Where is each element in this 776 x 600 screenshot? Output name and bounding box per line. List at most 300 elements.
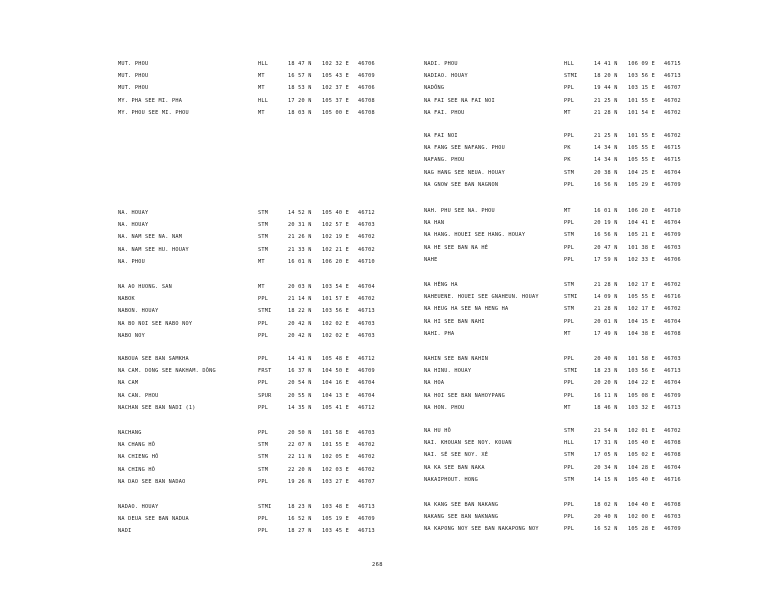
place-name: NA HOA	[424, 380, 445, 387]
latitude: 14 15 N	[594, 476, 618, 483]
feature-type: STM	[258, 442, 269, 449]
feature-type: STMI	[258, 308, 272, 315]
entry-group	[118, 427, 418, 488]
place-name: NAKAIPHOUT. HONG	[424, 476, 478, 483]
map-code: 46704	[664, 380, 681, 387]
latitude: 16 52 N	[594, 526, 618, 533]
place-name: NAHE	[424, 256, 438, 263]
gazetteer-entry	[424, 167, 724, 179]
latitude: 14 34 N	[594, 145, 618, 152]
gazetteer-entry	[424, 95, 724, 107]
place-name: NABOK	[118, 296, 135, 303]
gazetteer-entry	[424, 462, 724, 474]
longitude: 102 33 E	[628, 256, 655, 263]
map-code: 46712	[358, 210, 375, 216]
gazetteer-entry	[118, 95, 418, 107]
feature-type: STM	[564, 306, 575, 313]
place-name: NA HI SEE BAN NAHI	[424, 318, 485, 325]
longitude: 102 17 E	[628, 306, 655, 313]
latitude: 22 20 N	[288, 466, 312, 473]
feature-type: MT	[564, 208, 571, 214]
gazetteer-entry	[424, 353, 724, 365]
feature-type: PPL	[564, 97, 575, 104]
gazetteer-entry	[118, 207, 418, 219]
longitude: 102 00 E	[628, 514, 655, 521]
gazetteer-entry	[118, 70, 418, 82]
longitude: 105 48 E	[322, 356, 349, 362]
latitude: 16 01 N	[288, 258, 312, 265]
place-name: NA BO NOI SEE NABO NOY	[118, 320, 193, 327]
latitude: 20 34 N	[594, 464, 618, 471]
entry-group	[424, 130, 724, 191]
longitude: 101 58 E	[322, 430, 349, 436]
place-name: NA HE SEE BAN NA HÉ	[424, 244, 489, 251]
gazetteer-entry	[118, 476, 418, 488]
map-code: 46712	[358, 356, 375, 362]
map-code: 46706	[664, 256, 681, 263]
place-name: NA KA SEE BAN NAKA	[424, 464, 485, 471]
map-code: 46709	[664, 526, 681, 533]
longitude: 101 38 E	[628, 244, 655, 251]
gazetteer-entry	[424, 511, 724, 523]
longitude: 104 15 E	[628, 318, 655, 325]
map-code: 46702	[664, 109, 681, 116]
place-name: NA CHANG HÔ	[118, 442, 156, 449]
map-code: 46706	[358, 61, 375, 67]
entry-group	[118, 353, 418, 414]
longitude: 106 20 E	[322, 258, 349, 265]
place-name: NA. PHOU	[118, 258, 145, 265]
map-code: 46716	[664, 294, 681, 301]
longitude: 105 55 E	[628, 145, 655, 152]
latitude: 17 31 N	[594, 440, 618, 447]
longitude: 105 19 E	[322, 516, 349, 523]
feature-type: MT	[258, 109, 265, 116]
gazetteer-entry	[424, 365, 724, 377]
feature-type: PPL	[564, 244, 575, 251]
place-name: NABO NOY	[118, 332, 145, 339]
entry-group	[118, 281, 418, 342]
feature-type: HLL	[564, 440, 575, 447]
feature-type: STMI	[564, 73, 578, 80]
latitude: 21 25 N	[594, 133, 618, 139]
map-code: 46713	[664, 368, 681, 375]
place-name: NADÔNG	[424, 85, 445, 92]
feature-type: STM	[258, 466, 269, 473]
latitude: 20 20 N	[594, 380, 618, 387]
longitude: 101 57 E	[322, 296, 349, 303]
place-name: NA HU HÔ	[424, 428, 451, 434]
latitude: 18 27 N	[288, 528, 312, 535]
entry-group	[118, 207, 418, 268]
map-code: 46713	[358, 504, 375, 510]
feature-type: MT	[564, 109, 571, 116]
map-code: 46704	[358, 284, 375, 290]
map-code: 46703	[358, 430, 375, 436]
place-name: NACHANG	[118, 430, 142, 436]
gazetteer-entry	[118, 58, 418, 70]
feature-type: STM	[564, 476, 575, 483]
map-code: 46713	[664, 404, 681, 411]
latitude: 21 28 N	[594, 306, 618, 313]
gazetteer-entry	[424, 82, 724, 94]
longitude: 105 40 E	[628, 440, 655, 447]
latitude: 16 01 N	[594, 208, 618, 214]
latitude: 21 26 N	[288, 234, 312, 241]
gazetteer-entry	[118, 439, 418, 451]
gazetteer-entry	[118, 451, 418, 463]
gazetteer-entry	[424, 449, 724, 461]
feature-type: PPL	[564, 256, 575, 263]
map-code: 46708	[664, 452, 681, 459]
longitude: 102 05 E	[322, 454, 349, 461]
map-code: 46708	[358, 97, 375, 104]
latitude: 14 34 N	[594, 157, 618, 164]
feature-type: SPUR	[258, 392, 272, 399]
feature-type: PK	[564, 145, 571, 152]
longitude: 102 21 E	[322, 246, 349, 253]
place-name: NAHIN SEE BAN NAHIN	[424, 356, 489, 362]
gazetteer-entry	[424, 523, 724, 535]
latitude: 18 47 N	[288, 61, 312, 67]
latitude: 16 56 N	[594, 232, 618, 239]
longitude: 102 01 E	[628, 428, 655, 434]
place-name: NA HEUG HA SEE NA HENG HA	[424, 306, 509, 313]
latitude: 18 23 N	[594, 368, 618, 375]
map-code: 46715	[664, 145, 681, 152]
map-code: 46702	[358, 454, 375, 461]
gazetteer-entry	[424, 254, 724, 266]
longitude: 105 00 E	[322, 109, 349, 116]
gazetteer-entry	[118, 231, 418, 243]
gazetteer-entry	[424, 205, 724, 217]
latitude: 16 57 N	[288, 73, 312, 80]
longitude: 105 40 E	[628, 476, 655, 483]
longitude: 103 45 E	[322, 528, 349, 535]
feature-type: STM	[564, 452, 575, 459]
entry-group	[424, 205, 724, 266]
entry-group	[424, 353, 724, 414]
gazetteer-entry	[424, 474, 724, 486]
place-name: MY. PHOU SEE MI. PHOU	[118, 109, 189, 116]
map-code: 46713	[358, 308, 375, 315]
feature-type: HLL	[258, 61, 269, 67]
gazetteer-entry	[118, 377, 418, 389]
latitude: 21 28 N	[594, 282, 618, 288]
longitude: 105 55 E	[628, 294, 655, 301]
gazetteer-entry	[118, 365, 418, 377]
gazetteer-entry	[118, 501, 418, 513]
longitude: 106 20 E	[628, 208, 655, 214]
latitude: 20 50 N	[288, 430, 312, 436]
map-code: 46703	[358, 320, 375, 327]
gazetteer-entry	[424, 58, 724, 70]
map-code: 46702	[664, 306, 681, 313]
map-code: 46704	[664, 220, 681, 227]
latitude: 20 55 N	[288, 392, 312, 399]
gazetteer-entry	[424, 328, 724, 340]
place-name: NA CAM	[118, 380, 139, 387]
latitude: 14 52 N	[288, 210, 312, 216]
feature-type: MT	[564, 404, 571, 411]
feature-type: PPL	[564, 502, 575, 508]
map-code: 46703	[664, 514, 681, 521]
feature-type: PPL	[564, 318, 575, 325]
gazetteer-entry	[118, 427, 418, 439]
latitude: 19 44 N	[594, 85, 618, 92]
longitude: 103 32 E	[628, 404, 655, 411]
map-code: 46712	[358, 404, 375, 411]
entry-group	[118, 58, 418, 119]
feature-type: STMI	[564, 368, 578, 375]
latitude: 20 01 N	[594, 318, 618, 325]
latitude: 21 25 N	[594, 97, 618, 104]
map-code: 46710	[664, 208, 681, 214]
longitude: 106 09 E	[628, 61, 655, 67]
gazetteer-entry	[118, 219, 418, 231]
gazetteer-entry	[424, 242, 724, 254]
map-code: 46703	[358, 332, 375, 339]
gazetteer-entry	[424, 107, 724, 119]
longitude: 102 32 E	[322, 61, 349, 67]
map-code: 46708	[664, 330, 681, 337]
longitude: 104 16 E	[322, 380, 349, 387]
feature-type: PPL	[564, 181, 575, 188]
feature-type: PPL	[564, 392, 575, 399]
latitude: 17 20 N	[288, 97, 312, 104]
longitude: 104 40 E	[628, 502, 655, 508]
feature-type: STM	[258, 210, 269, 216]
longitude: 103 54 E	[322, 284, 349, 290]
latitude: 18 02 N	[594, 502, 618, 508]
latitude: 22 11 N	[288, 454, 312, 461]
gazetteer-entry	[424, 390, 724, 402]
feature-type: MT	[258, 258, 265, 265]
place-name: NAH. PHU SEE NA. PHOU	[424, 208, 495, 214]
feature-type: PPL	[564, 133, 575, 139]
map-code: 46704	[664, 318, 681, 325]
place-name: MUT. PHOU	[118, 85, 149, 92]
gazetteer-entry	[424, 217, 724, 229]
longitude: 101 58 E	[628, 356, 655, 362]
map-code: 46702	[664, 133, 681, 139]
place-name: NA AO HUONG. SAN	[118, 284, 172, 290]
place-name: NADI	[118, 528, 132, 535]
latitude: 14 41 N	[594, 61, 618, 67]
map-code: 46706	[358, 85, 375, 92]
gazetteer-entry	[118, 353, 418, 365]
map-code: 46703	[664, 356, 681, 362]
feature-type: MT	[564, 330, 571, 337]
feature-type: HLL	[564, 61, 575, 67]
feature-type: PPL	[258, 516, 269, 523]
place-name: NA HOI SEE BAN NAHOYPANG	[424, 392, 505, 399]
map-code: 46713	[358, 528, 375, 535]
place-name: NAHEUENE. HOUEI SEE GNAHEUN. HOUAY	[424, 294, 539, 301]
entry-group	[424, 425, 724, 486]
map-code: 46702	[358, 234, 375, 241]
gazetteer-entry	[118, 513, 418, 525]
place-name: NABOUA SEE BAN SAMKHA	[118, 356, 189, 362]
longitude: 101 54 E	[628, 109, 655, 116]
longitude: 103 27 E	[322, 478, 349, 485]
feature-type: STM	[564, 282, 575, 288]
map-code: 46709	[358, 73, 375, 80]
map-code: 46707	[664, 85, 681, 92]
place-name: NA FAI NOI	[424, 133, 458, 139]
latitude: 20 38 N	[594, 169, 618, 176]
gazetteer-entry	[424, 377, 724, 389]
latitude: 18 03 N	[288, 109, 312, 116]
feature-type: PPL	[258, 478, 269, 485]
gazetteer-entry	[118, 390, 418, 402]
longitude: 105 21 E	[628, 232, 655, 239]
feature-type: PPL	[564, 526, 575, 533]
place-name: NABON. HOUAY	[118, 308, 159, 315]
map-code: 46715	[664, 61, 681, 67]
gazetteer-entry	[424, 499, 724, 511]
map-code: 46704	[358, 380, 375, 387]
place-name: MY. PHA SEE MI. PHA	[118, 97, 183, 104]
place-name: NA CAM. DONG SEE NAKHAM. DÔNG	[118, 368, 216, 375]
place-name: NADI. PHOU	[424, 61, 458, 67]
place-name: NA FAI. PHOU	[424, 109, 465, 116]
longitude: 104 38 E	[628, 330, 655, 337]
latitude: 20 47 N	[594, 244, 618, 251]
place-name: NA KAPONG NOY SEE BAN NAKAPONG NOY	[424, 526, 539, 533]
feature-type: PPL	[564, 514, 575, 521]
latitude: 20 31 N	[288, 222, 312, 229]
longitude: 103 56 E	[628, 73, 655, 80]
feature-type: MT	[258, 73, 265, 80]
gazetteer-entry	[424, 70, 724, 82]
place-name: NA. NAM SEE HU. HOUAY	[118, 246, 189, 253]
map-code: 46702	[358, 246, 375, 253]
latitude: 19 26 N	[288, 478, 312, 485]
place-name: NAHI. PHA	[424, 330, 455, 337]
place-name: NA FANG SEE NAFANG. PHOU	[424, 145, 505, 152]
gazetteer-entry	[118, 330, 418, 342]
feature-type: PPL	[258, 332, 269, 339]
longitude: 104 25 E	[628, 169, 655, 176]
latitude: 17 05 N	[594, 452, 618, 459]
feature-type: PPL	[258, 430, 269, 436]
place-name: MUT. PHOU	[118, 61, 149, 67]
latitude: 18 22 N	[288, 308, 312, 315]
latitude: 17 59 N	[594, 256, 618, 263]
place-name: NA FAI SEE NA FAI NOI	[424, 97, 495, 104]
place-name: NA. HOUAY	[118, 210, 149, 216]
map-code: 46703	[358, 222, 375, 229]
map-code: 46716	[664, 476, 681, 483]
feature-type: STMI	[564, 294, 578, 301]
feature-type: PPL	[258, 356, 269, 362]
latitude: 18 46 N	[594, 404, 618, 411]
map-code: 46702	[664, 282, 681, 288]
place-name: NA. HOUAY	[118, 222, 149, 229]
longitude: 105 41 E	[322, 404, 349, 411]
latitude: 20 40 N	[594, 356, 618, 362]
longitude: 103 56 E	[628, 368, 655, 375]
longitude: 102 37 E	[322, 85, 349, 92]
latitude: 16 11 N	[594, 392, 618, 399]
feature-type: STM	[258, 454, 269, 461]
gazetteer-entry	[118, 82, 418, 94]
longitude: 101 55 E	[322, 442, 349, 449]
feature-type: STM	[564, 169, 575, 176]
gazetteer-entry	[424, 402, 724, 414]
map-code: 46702	[358, 466, 375, 473]
map-code: 46710	[358, 258, 375, 265]
map-code: 46704	[664, 464, 681, 471]
gazetteer-entry	[118, 318, 418, 330]
feature-type: PPL	[564, 380, 575, 387]
place-name: NA DEUA SEE BAN NADUA	[118, 516, 189, 523]
map-code: 46709	[664, 181, 681, 188]
latitude: 20 42 N	[288, 320, 312, 327]
place-name: NA HÈNG HA	[424, 282, 458, 288]
place-name: NA GNOW SEE BAN NAGNON	[424, 181, 499, 188]
latitude: 21 33 N	[288, 246, 312, 253]
longitude: 103 56 E	[322, 308, 349, 315]
longitude: 102 03 E	[322, 466, 349, 473]
feature-type: MT	[258, 85, 265, 92]
map-code: 46708	[358, 109, 375, 116]
feature-type: PPL	[258, 528, 269, 535]
map-code: 46703	[664, 244, 681, 251]
entry-group	[424, 58, 724, 119]
latitude: 14 09 N	[594, 294, 618, 301]
place-name: NA DAO SEE BAN NADAO	[118, 478, 186, 485]
longitude: 102 02 E	[322, 320, 349, 327]
feature-type: STM	[258, 246, 269, 253]
latitude: 20 19 N	[594, 220, 618, 227]
longitude: 101 55 E	[628, 97, 655, 104]
place-name: NA HAN	[424, 220, 445, 227]
longitude: 102 57 E	[322, 222, 349, 229]
place-name: NACHAN SEE BAN NADI (1)	[118, 404, 196, 411]
feature-type: PPL	[258, 320, 269, 327]
feature-type: PPL	[258, 296, 269, 303]
gazetteer-entry	[118, 525, 418, 537]
page-number: 268	[372, 562, 383, 568]
latitude: 20 03 N	[288, 284, 312, 290]
map-code: 46713	[664, 73, 681, 80]
place-name: NA. NAM SEE NA. NAM	[118, 234, 183, 241]
longitude: 105 40 E	[322, 210, 349, 216]
longitude: 102 17 E	[628, 282, 655, 288]
gazetteer-entry	[424, 425, 724, 437]
latitude: 14 35 N	[288, 404, 312, 411]
place-name: NAKANG SEE BAN NAKNANG	[424, 514, 499, 521]
longitude: 105 43 E	[322, 73, 349, 80]
place-name: NA CHIENG HÔ	[118, 454, 159, 461]
place-name: NA KANG SEE BAN NAKANG	[424, 502, 499, 508]
place-name: MUT. PHOU	[118, 73, 149, 80]
longitude: 105 28 E	[628, 526, 655, 533]
entry-group	[424, 499, 724, 536]
longitude: 105 29 E	[628, 181, 655, 188]
gazetteer-entry	[424, 154, 724, 166]
longitude: 101 55 E	[628, 133, 655, 139]
gazetteer-entry	[118, 244, 418, 256]
map-code: 46702	[664, 428, 681, 434]
longitude: 104 50 E	[322, 368, 349, 375]
latitude: 18 20 N	[594, 73, 618, 80]
longitude: 105 02 E	[628, 452, 655, 459]
feature-type: STM	[564, 232, 575, 239]
place-name: NA CAN. PHOU	[118, 392, 159, 399]
